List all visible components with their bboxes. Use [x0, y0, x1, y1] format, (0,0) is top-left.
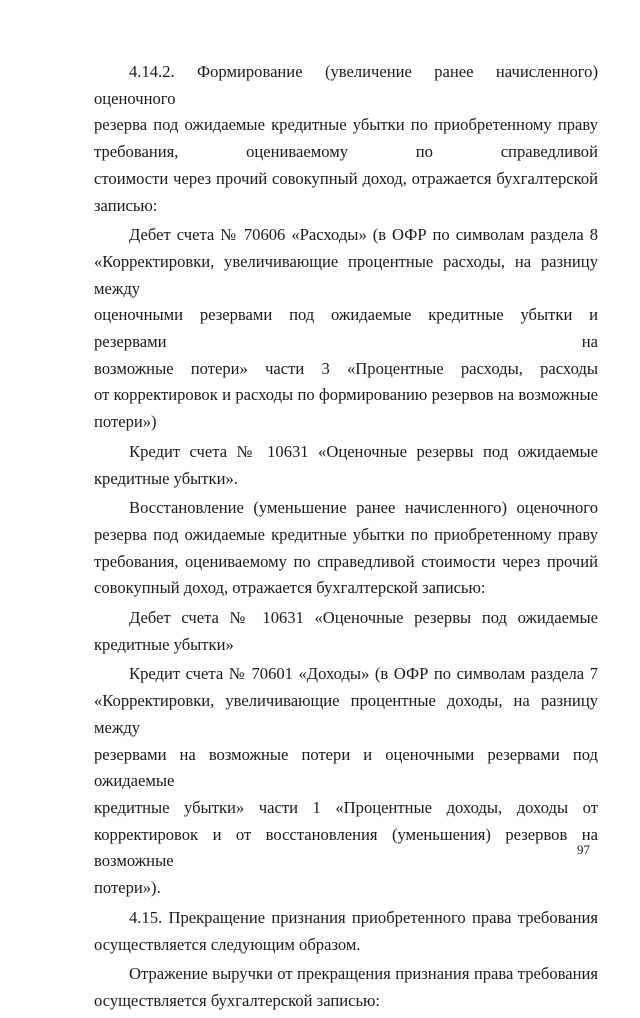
text-line: записью:	[94, 195, 158, 215]
text-line: осуществляется следующим образом.	[94, 934, 361, 954]
text-line: кредитные убытки» части 1 «Процентные доходы, доходы от	[94, 797, 598, 817]
text-line: Дебет счета № 70606 «Расходы» (в ОФР по символам раздела 8	[129, 225, 598, 245]
text-line: Восстановление (уменьшение ранее начисленного) оценочного	[129, 498, 598, 518]
paragraph-debit-10631	[94, 605, 598, 658]
page-number: 97	[577, 842, 590, 857]
paragraph-credit-70601	[94, 661, 598, 901]
text-line: Кредит счета № 70601 «Доходы» (в ОФР по символам раздела 7	[129, 664, 598, 684]
text-line: требования, оцениваемому по справедливой стоимости через прочий	[94, 551, 598, 571]
text-line: кредитные убытки»	[94, 634, 234, 654]
text-line: «Корректировки, увеличивающие процентные расходы, на разницу между	[94, 251, 598, 298]
text-line: Кредит счета № 10631 «Оценочные резервы под ожидаемые	[129, 441, 598, 461]
text-line: корректировок и от восстановления (уменьшения) резервов на возможные	[94, 824, 598, 871]
text-line: от корректировок и расходы по формированию резервов на возможные	[94, 385, 598, 405]
paragraph-4-15	[94, 905, 598, 958]
text-line: потери»)	[94, 412, 157, 432]
paragraph-recovery	[94, 495, 598, 602]
text-line: 4.14.2. Формирование (увеличение ранее начисленного) оценочного	[94, 62, 598, 108]
text-line: требования, оцениваемому по справедливой	[94, 142, 598, 162]
text-line: резерва под ожидаемые кредитные убытки по приобретенному праву	[94, 524, 598, 544]
text-line: потери»).	[94, 878, 161, 898]
paragraph-revenue-reflection	[94, 961, 598, 1014]
text-line: «Корректировки, увеличивающие процентные доходы, на разницу между	[94, 691, 598, 737]
document-page	[94, 59, 598, 1018]
text-line: резервами на возможные потери и оценочными резервами под ожидаемые	[94, 744, 598, 791]
text-line: совокупный доход, отражается бухгалтерской записью:	[94, 578, 486, 598]
text-line: стоимости через прочий совокупный доход, отражается бухгалтерской	[94, 168, 598, 188]
paragraph-4-14-2	[94, 59, 598, 219]
text-line: 4.15. Прекращение признания приобретенного права требования	[129, 907, 598, 927]
text-line: кредитные убытки».	[94, 468, 238, 488]
paragraph-credit-10631	[94, 439, 598, 492]
text-line: Отражение выручки от прекращения признания права требования	[129, 964, 598, 984]
text-line: возможные потери» части 3 «Процентные расходы, расходы	[94, 358, 598, 378]
paragraph-debit-70606	[94, 222, 598, 436]
text-line: резерва под ожидаемые кредитные убытки по приобретенному праву	[94, 115, 598, 135]
text-line: оценочными резервами под ожидаемые кредитные убытки и резервами на	[94, 305, 598, 352]
text-line: Дебет счета № 10631 «Оценочные резервы под ожидаемые	[129, 608, 598, 628]
text-line: осуществляется бухгалтерской записью:	[94, 990, 381, 1010]
